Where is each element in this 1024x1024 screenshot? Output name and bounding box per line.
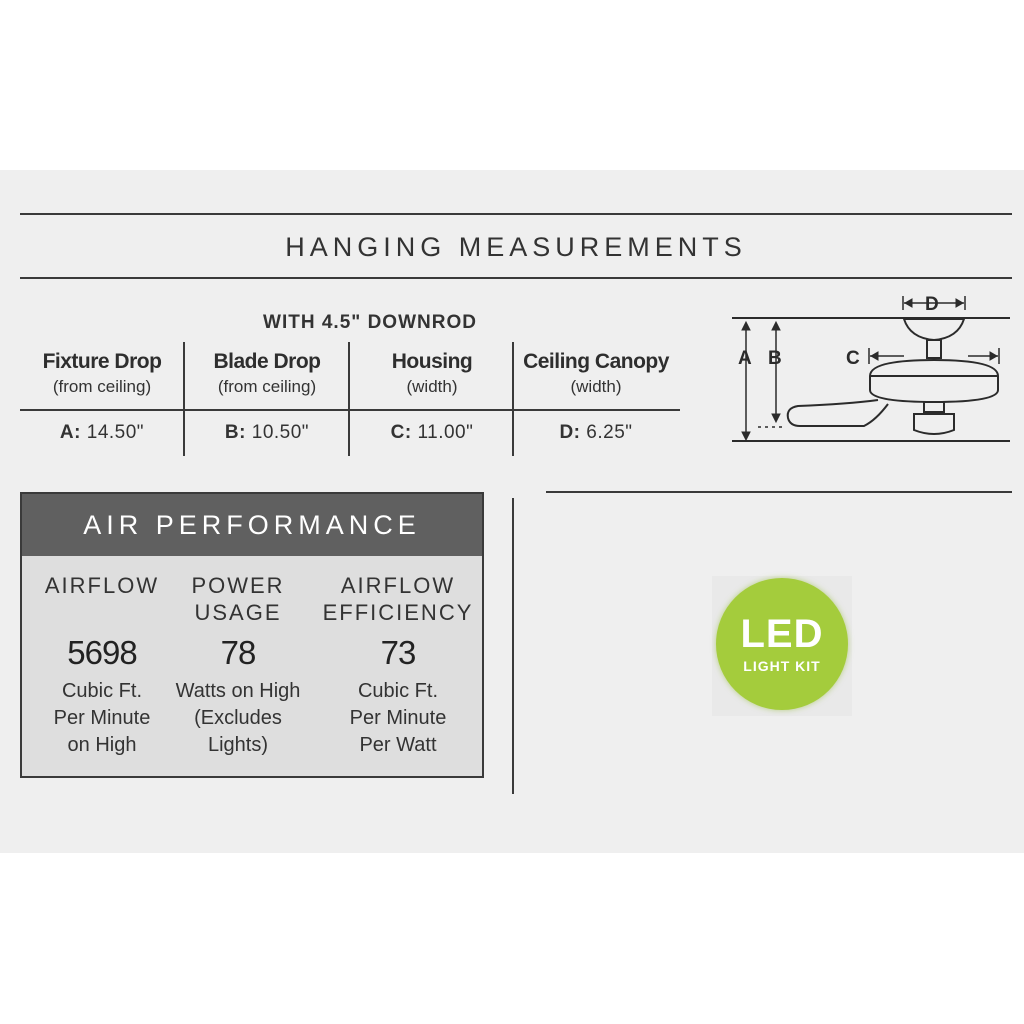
downrod-subtitle: WITH 4.5" DOWNROD [263,312,477,333]
section-divider [512,498,514,794]
metric-power-usage [163,572,313,759]
title-rule [20,277,1012,279]
metric-desc-line: Per Watt [359,734,437,756]
metric-label-line: AIRFLOW [44,573,160,598]
metric-desc-line: (Excludes [194,707,282,729]
value-key: C: [390,422,412,443]
downrod-shape [927,340,941,358]
diagram-rule [546,491,1012,493]
col-heading: Fixture Drop [42,350,162,373]
value-text: 14.50" [86,422,145,443]
value-fixture-drop [20,422,184,444]
col-heading: Blade Drop [213,350,321,373]
light-kit-shape [924,402,944,412]
value-housing [350,422,514,444]
value-text: 11.00" [417,422,474,443]
metric-value: 5698 [67,634,137,671]
metric-desc-line: on High [67,734,137,756]
blade-shape [788,400,888,426]
metric-desc-line: Per Minute [53,707,151,729]
col-blade-drop [185,350,349,397]
metric-label [163,572,313,626]
light-bowl-shape [914,414,954,434]
metric-airflow-efficiency [318,572,478,759]
metric-value: 78 [220,634,256,671]
value-blade-drop [185,422,349,444]
value-text: 6.25" [586,422,633,443]
col-sub: (from ceiling) [217,377,317,396]
label-c: C [846,348,860,369]
col-sub: (from ceiling) [52,377,152,396]
col-fixture-drop [20,350,184,397]
label-d: D [925,294,939,315]
metric-desc-line: Lights) [207,734,269,756]
metric-desc [318,678,478,759]
led-subtext: LIGHT KIT [743,658,821,674]
col-housing [350,350,514,397]
value-key: B: [224,422,246,443]
metric-label-line: USAGE [194,600,282,625]
metric-label [27,572,177,626]
fan-dimension-diagram [728,290,1012,450]
value-key: D: [559,422,581,443]
metric-label [318,572,478,626]
value-ceiling-canopy [514,422,678,444]
label-b: B [768,348,782,369]
housing-shape [870,360,998,402]
value-key: A: [59,422,81,443]
metric-label-line: POWER [191,573,285,598]
top-rule [20,213,1012,215]
canopy-shape [904,319,964,340]
air-performance-title: AIR PERFORMANCE [22,494,482,556]
label-a: A [738,348,752,369]
led-light-kit-badge [712,576,852,716]
table-rule [20,409,680,411]
col-heading: Ceiling Canopy [523,350,669,373]
led-circle [716,578,848,710]
col-sub: (width) [570,377,622,396]
hanging-measurements-title: HANGING MEASUREMENTS [285,232,747,262]
value-text: 10.50" [251,422,310,443]
metric-airflow [27,572,177,759]
metric-label-line: EFFICIENCY [322,600,474,625]
metric-desc-line: Cubic Ft. [357,680,439,702]
air-performance-box [20,492,484,778]
metric-desc-line: Cubic Ft. [61,680,143,702]
col-sub: (width) [406,377,458,396]
metric-desc [163,678,313,759]
col-heading: Housing [391,350,473,373]
col-ceiling-canopy [514,350,678,397]
led-text: LED [740,612,824,656]
metric-desc-line: Per Minute [349,707,447,729]
metric-desc [27,678,177,759]
metric-label-line: AIRFLOW [340,573,456,598]
metric-value: 73 [380,634,416,671]
metric-desc-line: Watts on High [175,680,301,702]
